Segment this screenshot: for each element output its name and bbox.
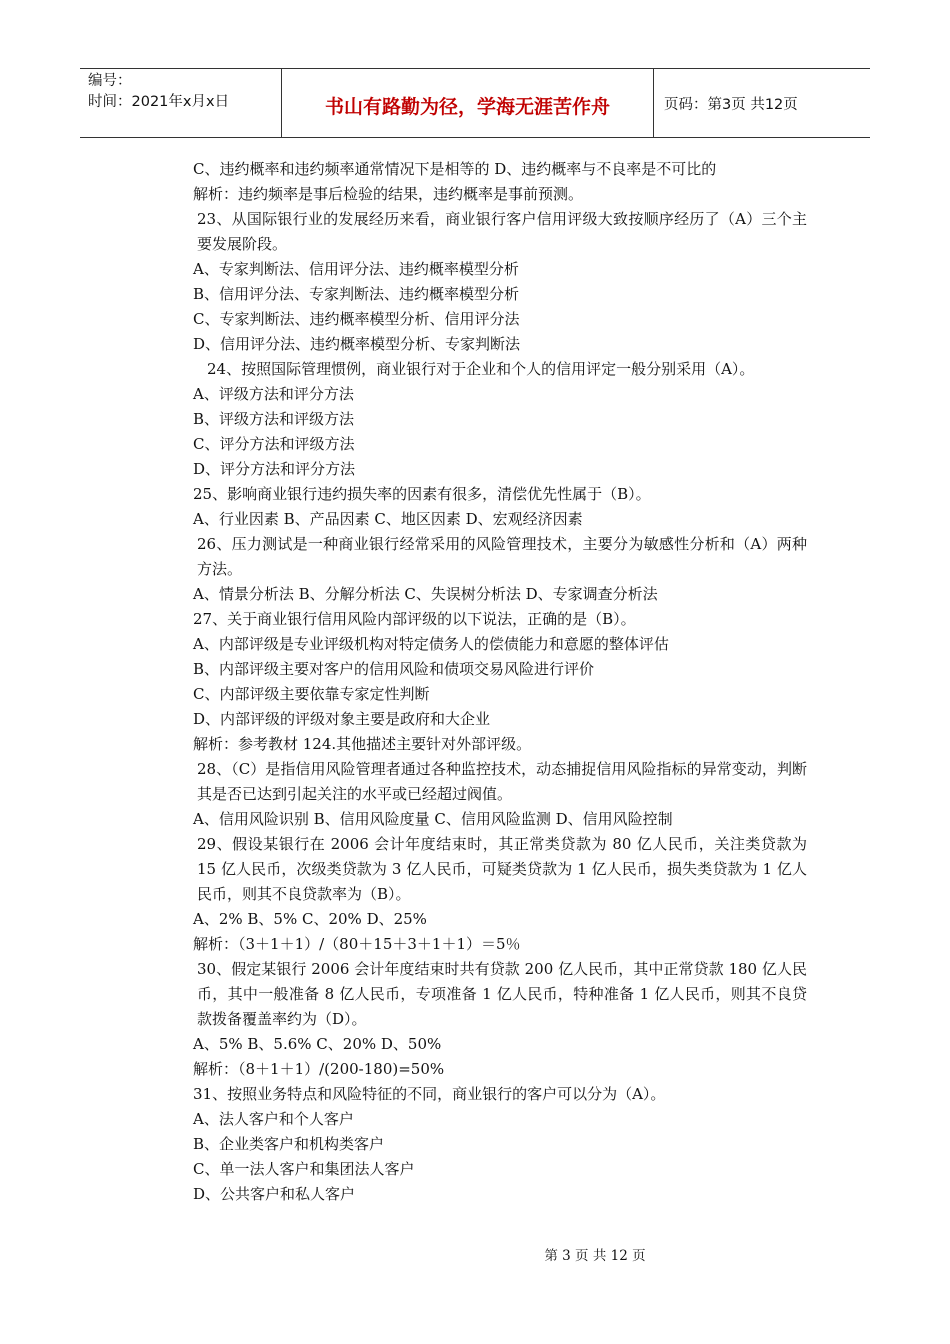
text-line: B、内部评级主要对客户的信用风险和债项交易风险进行评价 (193, 660, 595, 678)
text-line: C、内部评级主要依靠专家定性判断 (193, 685, 430, 703)
text-line: 解析：违约频率是事后检验的结果，违约概率是事前预测。 (193, 185, 584, 203)
text-line: D、内部评级的评级对象主要是政府和大企业 (193, 710, 491, 728)
text-line: B、信用评分法、专家判断法、违约概率模型分析 (193, 285, 520, 303)
text-line: 27、关于商业银行信用风险内部评级的以下说法，正确的是（B）。 (193, 610, 636, 628)
text-line: B、评级方法和评级方法 (193, 410, 355, 428)
text-line: A、行业因素 B、产品因素 C、地区因素 D、宏观经济因素 (193, 510, 583, 528)
text-line: A、评级方法和评分方法 (193, 385, 354, 403)
page-info-text: 页码：第3页 共12页 (664, 96, 798, 113)
text-line: 25、影响商业银行违约损失率的因素有很多，清偿优先性属于（B）。 (193, 485, 651, 503)
text-line: A、法人客户和个人客户 (193, 1110, 354, 1128)
header-left-cell (80, 69, 282, 137)
header-page-info-cell (654, 69, 870, 137)
time-label: 时间：2021年x月x日 (88, 94, 230, 110)
text-line: D、信用评分法、违约概率模型分析、专家判断法 (193, 335, 521, 353)
text-line: 26、压力测试是一种商业银行经常采用的风险管理技术，主要分为敏感性分析和（A）两种方法。 (197, 535, 807, 578)
text-line: A、情景分析法 B、分解分析法 C、失误树分析法 D、专家调查分析法 (193, 585, 658, 603)
page-header (80, 68, 870, 138)
text-line: A、2% B、5% C、20% D、25% (193, 910, 427, 928)
text-line: 解析：（8＋1＋1）/(200-180)=50% (193, 1060, 445, 1078)
document-body (145, 157, 807, 1207)
header-motto-cell (282, 69, 654, 137)
text-line: A、信用风险识别 B、信用风险度量 C、信用风险监测 D、信用风险控制 (193, 810, 673, 828)
number-label: 编号： (88, 73, 132, 89)
text-line: 30、假定某银行 2006 会计年度结束时共有贷款 200 亿人民币，其中正常贷款 180 亿人民币，其中一般准备 8 亿人民币，专项准备 1 亿人民币，特种准备 1 亿人民币，则其不良贷款拨备覆盖率约为（D）。 (197, 960, 807, 1028)
text-line: B、企业类客户和机构类客户 (193, 1135, 385, 1153)
text-line: A、5% B、5.6% C、20% D、50% (193, 1035, 442, 1053)
text-line: 29、假设某银行在 2006 会计年度结束时，其正常类贷款为 80 亿人民币，关注类贷款为 15 亿人民币，次级类贷款为 3 亿人民币，可疑类贷款为 1 亿人民币，损失类贷款为 1 亿人民币，则其不良贷款率为（B）。 (197, 835, 807, 903)
text-line: A、专家判断法、信用评分法、违约概率模型分析 (193, 260, 519, 278)
text-line: 28、（C）是指信用风险管理者通过各种监控技术，动态捕捉信用风险指标的异常变动，判断其是否已达到引起关注的水平或已经超过阀值。 (197, 760, 807, 803)
text-line: D、评分方法和评分方法 (193, 460, 356, 478)
text-line: 24、按照国际管理惯例，商业银行对于企业和个人的信用评定一般分别采用（A）。 (207, 360, 755, 378)
text-line: 31、按照业务特点和风险特征的不同，商业银行的客户可以分为（A）。 (193, 1085, 666, 1103)
text-line: C、单一法人客户和集团法人客户 (193, 1160, 415, 1178)
text-line: C、评分方法和评级方法 (193, 435, 355, 453)
text-line: 解析：参考教材 124.其他描述主要针对外部评级。 (193, 735, 532, 753)
text-line: D、公共客户和私人客户 (193, 1185, 356, 1203)
motto-text: 书山有路勤为径，学海无涯苦作舟 (324, 95, 610, 118)
text-line: 23、从国际银行业的发展经历来看，商业银行客户信用评级大致按顺序经历了（A）三个主要发展阶段。 (197, 210, 807, 253)
page-footer (0, 1244, 950, 1264)
footer-page-number: 第 3 页 共 12 页 (544, 1248, 646, 1264)
text-line: 解析：（3＋1＋1）/（80＋15＋3＋1＋1）＝5％ (193, 935, 521, 953)
text-line: C、专家判断法、违约概率模型分析、信用评分法 (193, 310, 520, 328)
text-line: C、违约概率和违约频率通常情况下是相等的 D、违约概率与不良率是不可比的 (193, 160, 717, 178)
text-line: A、内部评级是专业评级机构对特定债务人的偿债能力和意愿的整体评估 (193, 635, 669, 653)
